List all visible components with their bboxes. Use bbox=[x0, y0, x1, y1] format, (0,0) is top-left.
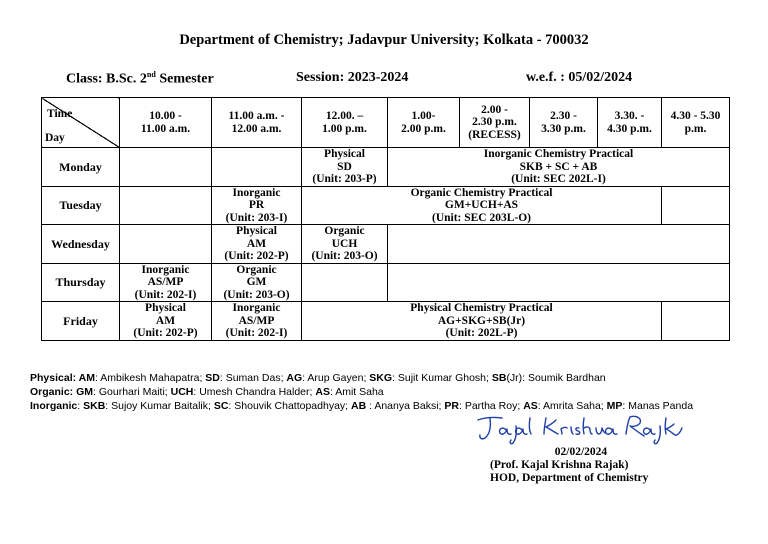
empty-cell bbox=[662, 186, 730, 225]
effective-date-label: w.e.f. : 05/02/2024 bbox=[526, 70, 633, 85]
class-cell: Physical AM (Unit: 202-P) bbox=[212, 225, 302, 264]
empty-cell bbox=[120, 225, 212, 264]
class-text: Class: B.Sc. 2 bbox=[66, 71, 147, 87]
corner-cell bbox=[42, 98, 120, 148]
empty-cell bbox=[662, 302, 730, 341]
row-wednesday bbox=[42, 225, 730, 264]
signatory-name: (Prof. Kajal Krishna Rajak) bbox=[490, 459, 629, 471]
practical-cell: Inorganic Chemistry Practical SKB + SC + AB (Unit: SEC 202L-I) bbox=[388, 148, 730, 187]
row-tuesday bbox=[42, 186, 730, 225]
faculty-legend bbox=[30, 371, 693, 413]
header-row bbox=[42, 98, 730, 148]
corner-day-label: Day bbox=[45, 131, 65, 144]
class-label bbox=[66, 70, 214, 88]
practical-cell: Physical Chemistry Practical AG+SKG+SB(Jr) (Unit: 202L-P) bbox=[302, 302, 662, 341]
empty-cell bbox=[302, 263, 388, 302]
empty-cell bbox=[120, 186, 212, 225]
legend-organic: Organic: GM: Gourhari Maiti; UCH: Umesh Chandra Halder; AS: Amit Saha bbox=[30, 386, 384, 398]
class-cell: Organic UCH (Unit: 203-O) bbox=[302, 225, 388, 264]
class-cell: Inorganic AS/MP (Unit: 202-I) bbox=[212, 302, 302, 341]
day-name: Monday bbox=[42, 148, 120, 187]
signature-date: 02/02/2024 bbox=[554, 446, 608, 458]
day-name: Thursday bbox=[42, 263, 120, 302]
class-cell: Inorganic AS/MP (Unit: 202-I) bbox=[120, 263, 212, 302]
class-text-rest: Semester bbox=[155, 71, 214, 87]
timetable bbox=[41, 97, 730, 341]
empty-cell bbox=[388, 225, 730, 264]
empty-cell bbox=[120, 148, 212, 187]
slot-header: 12.00. – 1.00 p.m. bbox=[302, 98, 388, 148]
slot-header: 1.00- 2.00 p.m. bbox=[388, 98, 460, 148]
empty-cell bbox=[212, 148, 302, 187]
class-cell: Physical AM (Unit: 202-P) bbox=[120, 302, 212, 341]
day-name: Wednesday bbox=[42, 225, 120, 264]
class-cell: Organic GM (Unit: 203-O) bbox=[212, 263, 302, 302]
class-superscript: nd bbox=[146, 70, 156, 79]
day-name: Tuesday bbox=[42, 186, 120, 225]
empty-cell bbox=[388, 263, 730, 302]
session-label: Session: 2023-2024 bbox=[296, 70, 409, 85]
corner-time-label: Time bbox=[47, 108, 73, 120]
class-cell: Physical SD (Unit: 203-P) bbox=[302, 148, 388, 187]
signature-block bbox=[490, 446, 672, 485]
legend-physical: Physical: AM: Ambikesh Mahapatra; SD: Suman Das; AG: Arup Gayen; SKG: Sujit Kumar Ghosh; SB(Jr): Soumik Bardhan bbox=[30, 372, 606, 384]
slot-header: 4.30 - 5.30 p.m. bbox=[662, 98, 730, 148]
document-title: Department of Chemistry; Jadavpur University; Kolkata - 700032 bbox=[179, 32, 589, 48]
row-thursday bbox=[42, 263, 730, 302]
slot-header-recess: 2.00 - 2.30 p.m. (RECESS) bbox=[460, 98, 530, 148]
slot-header: 11.00 a.m. - 12.00 a.m. bbox=[212, 98, 302, 148]
row-friday bbox=[42, 302, 730, 341]
slot-header: 3.30. - 4.30 p.m. bbox=[598, 98, 662, 148]
day-name: Friday bbox=[42, 302, 120, 341]
handwritten-signature bbox=[476, 412, 686, 446]
class-cell: Inorganic PR (Unit: 203-I) bbox=[212, 186, 302, 225]
legend-inorganic: Inorganic: SKB: Sujoy Kumar Baitalik; SC: Shouvik Chattopadhyay; AB : Ananya Baksi; PR: Partha Roy; AS: Amrita Saha; MP: Manas Panda bbox=[30, 400, 694, 412]
practical-cell: Organic Chemistry Practical GM+UCH+AS (Unit: SEC 203L-O) bbox=[302, 186, 662, 225]
slot-header: 10.00 - 11.00 a.m. bbox=[120, 98, 212, 148]
slot-header: 2.30 - 3.30 p.m. bbox=[530, 98, 598, 148]
signatory-title: HOD, Department of Chemistry bbox=[490, 472, 649, 484]
row-monday bbox=[42, 148, 730, 187]
